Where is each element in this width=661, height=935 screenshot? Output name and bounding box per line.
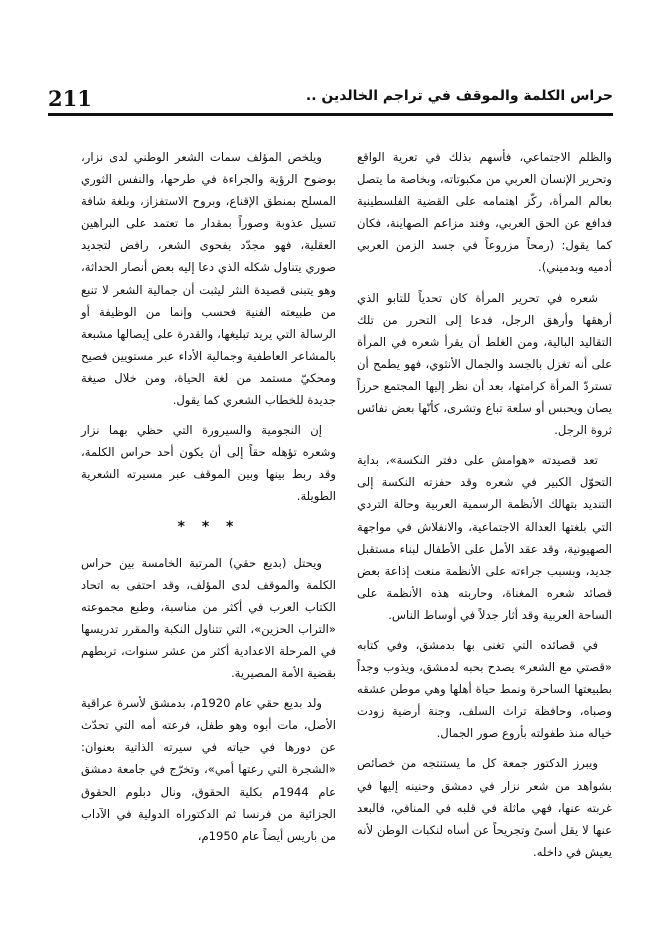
section-separator: * * * — [177, 518, 240, 535]
paragraph: شعره في تحرير المرأة كان تحدياً للتابو الذي أرهقها وأرهق الرجل، فدعا إلى التحرر من تلك التقاليد البالية، ومن الغلط أن يقرأ شعره في المرأة على أنه تغزل بالجسد والجمال الأنثوي، فهو يطمح أن تستردّ المرأة كرامتها، بعد أن نظر إليها المجتمع حرزاً يصان ويحبس أو سلعة تباع وتشرى، كأنّها بعض نفائس ثروة الرجل. — [357, 290, 612, 438]
paragraph: في قصائده التي تغنى بها بدمشق، وفي كتابه «قصتي مع الشعر» يصدح بحبه لدمشق، ويذوب وجداً بطبيعتها الساحرة ونمط حياة أهلها وهي موطن عشقه وصباه، وحافظة تراث السلف، وجنة أرضية زودت خياله منذ طفولته بأروع صور الجمال. — [357, 637, 612, 741]
page-header — [0, 0, 661, 120]
paragraph: ويلخص المؤلف سمات الشعر الوطني لدى نزار، بوضوح الرؤية والجراءة في طرحها، والنفس الثوري المسلح بمنطق الإقناع، وبروح الاستفزاز، وبلغة شافة تسيل عذوبة وصوراً بمقدار ما تعتمد على البراهين العقلية، فهو مجدّد بفحوى الشعر، رافض لتجديد صوري يتناول شكله الذي دعا إليه بعض أنصار الحداثة، وهو يتبنى قصيدة النثر ليثبت أن جمالية الشعر لا تنبع من طبيعته الفنية فحسب وإنما من الوظيفة أو الرسالة التي يريد تبليغها، والقدرة على إيصالها مشبعة بالمشاعر العاطفية وجمالية الأداء عبر مستويين فصيح ومحكيّ مستمد من لغة الحياة، ومن خلال صيغة جديدة للخطاب الشعري كما يقول. — [81, 150, 336, 408]
paragraph: ويبرز الدكتور جمعة كل ما يستنتجه من خصائص بشواهد من شعر نزار في دمشق وحنينه إليها في غربته عنها، فهي ماثلة في قلبه في المنافي، فالبعد عنها لا يقل أسىً وتجريحاً عن أساه لنكبات الوطن لأنه يعيش في داخله. — [357, 756, 612, 859]
paragraph: ولد بديع حقي عام 1920م، بدمشق لأسرة عراقية الأصل، مات أبوه وهو طفل، فرعته أمه التي تحدّث عن دورها في حياته في سيرته الذاتية بعنوان: «الشجرة التي رعتها أمي»، وتخرّج في جامعة دمشق عام 1944م بكلية الحقوق، ونال دبلوم الحقوق الجزائية من فرنسا ثم الدكتوراه الدولية في الآداب من باريس أيضاً عام 1950م، — [81, 696, 336, 843]
running-title: حراس الكلمة والموقف في تراجم الخالدين .. — [305, 88, 613, 104]
left-column — [81, 146, 336, 855]
paragraph: ويحتل (بديع حقي) المرتبة الخامسة بين حراس الكلمة والموقف لدى المؤلف، وقد احتفى به اتحاد الكتاب العرب في أكثر من مناسبة، وطبع مجموعته «التراب الحزين»، التي تتناول النكبة والمقرر تدريسها في المرحلة الاعدادية أكثر من عشر سنوات، تربطهم بقضية الأمة المصيرية. — [81, 555, 336, 681]
paragraph: تعد قصيدته «هوامش على دفتر النكسة»، بداية التحوّل الكبير في شعره وقد حفزته النكسة إلى التنديد بتهالك الأنظمة الرسمية العربية وحالة التردي التي بلغتها العدالة الاجتماعية، والانفلاش في مواجهة الصهيونية، وقد عقد الأمل على الأطفال لبناء مستقبل جديد، وبسبب جراءته على الأنظمة منعت إذاعة بعض قصائد شعره المغناة، وحاربته هذه الأنظمة على الساحة العربية وقد أثار جدلاً في أوساط الناس. — [357, 453, 612, 622]
page-number: 211 — [48, 86, 92, 111]
header-rule — [48, 113, 613, 116]
right-column — [357, 146, 612, 871]
paragraph: والظلم الاجتماعي، فأسهم بذلك في تعرية الواقع وتحرير الإنسان العربي من مكبوتاته، وبخاصة ما يتصل بعالم المرأة، ركّز اهتمامه على القضية الفلسطينية فدافع عن الحق العربي، وفند مزاعم الصهاينة، فكان كما يقول: (رمحاً مزروعاً في جسد الزمن العربي أدميه وبدميني). — [357, 150, 612, 275]
paragraph: إن النجومية والسيرورة التي حظي بهما نزار وشعره تؤهله حقاً إلى أن يكون أحد حراس الكلمة، وقد ربط بينها وبين الموقف عبر مسيرته الشعرية الطويلة. — [81, 423, 336, 504]
